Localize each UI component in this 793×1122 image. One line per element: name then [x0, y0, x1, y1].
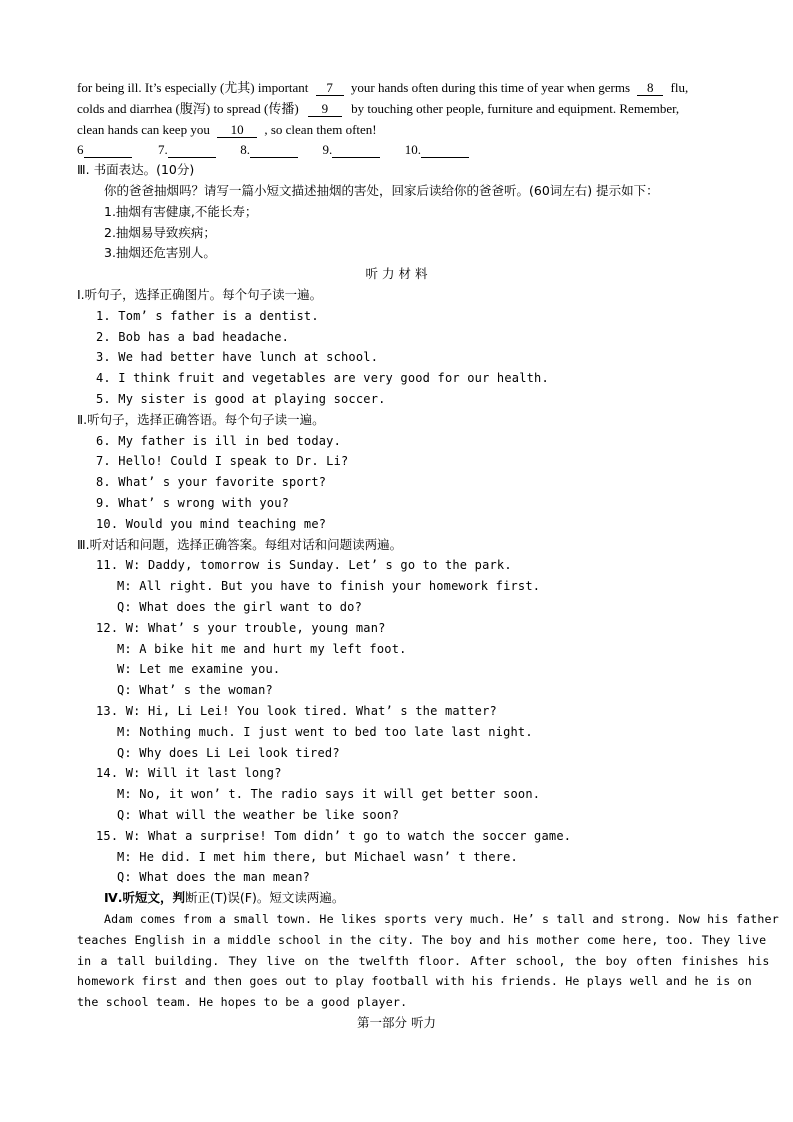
part2-item: 10. Would you mind teaching me? — [96, 517, 327, 531]
passage-line: the school team. He hopes to be a good player. — [77, 995, 408, 1009]
dialogue-line: M: Nothing much. I just went to bed too late last night. — [117, 725, 533, 739]
dialogue-line: 14. W: Will it last long? — [96, 766, 282, 780]
passage-line-1 — [77, 80, 688, 96]
blank-7: 7 — [316, 81, 344, 96]
part4-heading — [104, 890, 344, 906]
dialogue-line: Q: What’ s the woman? — [117, 683, 273, 697]
dialogue-line: Q: What does the man mean? — [117, 870, 311, 884]
part2-item: 6. My father is ill in bed today. — [96, 434, 342, 448]
dialogue-line: 15. W: What a surprise! Tom didn’ t go to watch the soccer game. — [96, 829, 572, 843]
passage-line-2 — [77, 101, 679, 117]
answer-blank-7[interactable] — [168, 143, 216, 158]
answer-blank-10[interactable] — [421, 143, 469, 158]
answer-label-6: 6 — [77, 142, 84, 157]
part1-item: 4. I think fruit and vegetables are very good for our health. — [96, 371, 549, 385]
part1-item: 2. Bob has a bad headache. — [96, 330, 290, 344]
part4-heading-text: 断正(T)误(F)。短文读两遍。 — [185, 890, 345, 905]
passage-text: flu, — [670, 80, 689, 95]
dialogue-line: 12. W: What’ s your trouble, young man? — [96, 621, 386, 635]
part3-heading: Ⅲ.听对话和问题，选择正确答案。每组对话和问题读两遍。 — [77, 537, 403, 552]
dialogue-line: M: All right. But you have to finish your homework first. — [117, 579, 541, 593]
answer-label-9: 9. — [322, 142, 333, 157]
passage-text: clean hands can keep you — [77, 122, 210, 137]
blank-8: 8 — [637, 81, 663, 96]
passage-line: in a tall building. They live on the twelfth floor. After school, the boy often finishes his — [77, 954, 770, 968]
part4-heading-text: 判 — [172, 890, 185, 905]
passage-line: Adam comes from a small town. He likes sports very much. He’ s tall and strong. Now his father — [104, 912, 779, 926]
answer-label-8: 8. — [240, 142, 250, 157]
writing-heading: Ⅲ. 书面表达。(10分) — [77, 162, 195, 177]
answer-label-7: 7. — [158, 142, 168, 157]
section-title: 第一部分 听力 — [357, 1015, 436, 1030]
part2-heading: Ⅱ.听句子，选择正确答语。每个句子读一遍。 — [77, 412, 325, 427]
part2-item: 7. Hello! Could I speak to Dr. Li? — [96, 454, 349, 468]
passage-text: for being ill. It’s especially (尤其) important — [77, 80, 309, 95]
blank-9: 9 — [308, 102, 342, 117]
answer-blank-8[interactable] — [250, 143, 298, 158]
part4-heading-text: Ⅳ.听短文， — [104, 890, 173, 905]
materials-title: 听 力 材 料 — [365, 266, 428, 281]
passage-line: homework first and then goes out to play football with his friends. He plays well and he is on — [77, 974, 752, 988]
passage-text: by touching other people, furniture and equipment. Remember, — [351, 101, 680, 116]
passage-line: teaches English in a middle school in the city. The boy and his mother come here, too. They live — [77, 933, 767, 947]
dialogue-line: 13. W: Hi, Li Lei! You look tired. What’ s the matter? — [96, 704, 497, 718]
passage-text: , so clean them often! — [264, 122, 377, 137]
writing-point: 1.抽烟有害健康,不能长寿； — [104, 204, 258, 219]
writing-point: 2.抽烟易导致疾病； — [104, 225, 216, 240]
answer-blank-6[interactable] — [84, 143, 132, 158]
passage-text: colds and diarrhea (腹泻) to spread (传播) — [77, 101, 299, 116]
dialogue-line: M: No, it won’ t. The radio says it will get better soon. — [117, 787, 541, 801]
answer-label-10: 10. — [404, 142, 421, 157]
writing-prompt: 你的爸爸抽烟吗？请写一篇小短文描述抽烟的害处，回家后读给你的爸爸听。(60词左右) 提示如下： — [104, 183, 659, 198]
dialogue-line: W: Let me examine you. — [117, 662, 281, 676]
dialogue-line: Q: Why does Li Lei look tired? — [117, 746, 340, 760]
dialogue-line: Q: What does the girl want to do? — [117, 600, 363, 614]
part2-item: 8. What’ s your favorite sport? — [96, 475, 327, 489]
part1-item: 3. We had better have lunch at school. — [96, 350, 379, 364]
passage-text: your hands often during this time of year when germs — [350, 80, 630, 95]
dialogue-line: 11. W: Daddy, tomorrow is Sunday. Let’ s go to the park. — [96, 558, 512, 572]
part1-item: 5. My sister is good at playing soccer. — [96, 392, 386, 406]
writing-point: 3.抽烟还危害别人。 — [104, 245, 216, 260]
dialogue-line: Q: What will the weather be like soon? — [117, 808, 400, 822]
passage-line-3 — [77, 122, 377, 138]
answer-row — [77, 142, 469, 158]
answer-blank-9[interactable] — [332, 143, 380, 158]
part1-item: 1. Tom’ s father is a dentist. — [96, 309, 319, 323]
part2-item: 9. What’ s wrong with you? — [96, 496, 290, 510]
blank-10: 10 — [217, 123, 257, 138]
part1-heading: Ⅰ.听句子，选择正确图片。每个句子读一遍。 — [77, 287, 323, 302]
dialogue-line: M: He did. I met him there, but Michael wasn’ t there. — [117, 850, 518, 864]
dialogue-line: M: A bike hit me and hurt my left foot. — [117, 642, 407, 656]
